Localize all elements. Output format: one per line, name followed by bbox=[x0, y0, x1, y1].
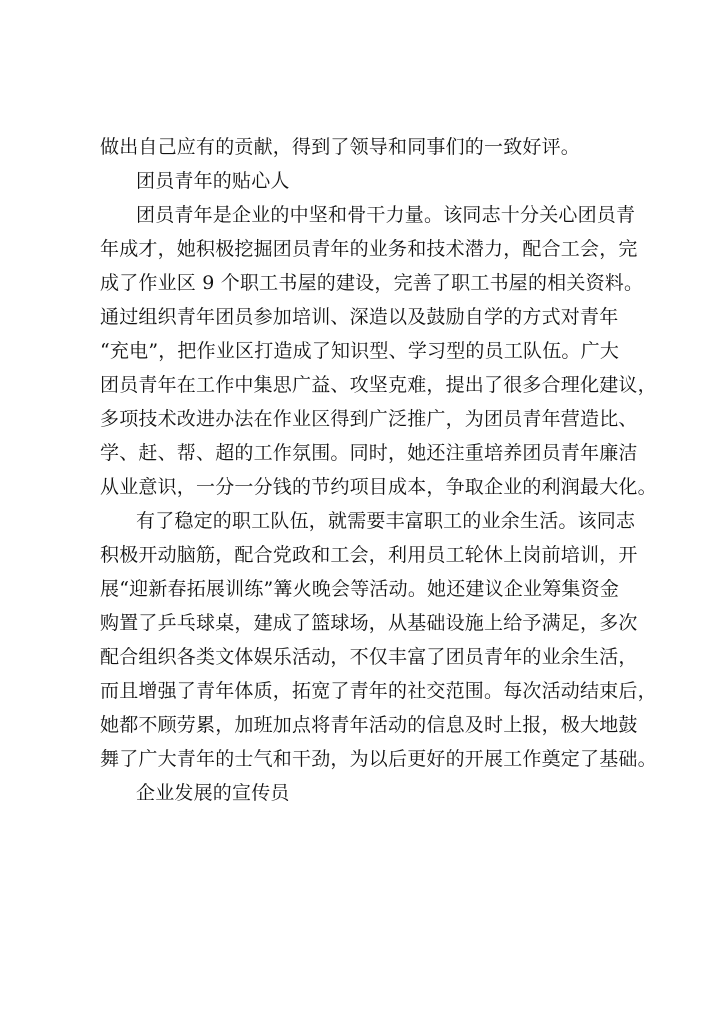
paragraph-line: 多项技术改进办法在作业区得到广泛推广，为团员青年营造比、 bbox=[100, 408, 638, 430]
section-heading: 企业发展的宣传员 bbox=[136, 782, 290, 804]
paragraph-line: 配合组织各类文体娱乐活动，不仅丰富了团员青年的业余生活， bbox=[100, 646, 638, 668]
paragraph-line: 她都不顾劳累，加班加点将青年活动的信息及时上报，极大地鼓 bbox=[100, 714, 638, 736]
paragraph-line: 学、赶、帮、超的工作氛围。同时，她还注重培养团员青年廉洁 bbox=[100, 442, 638, 464]
paragraph-line: 而且增强了青年体质，拓宽了青年的社交范围。每次活动结束后， bbox=[100, 680, 657, 702]
paragraph-line: 通过组织青年团员参加培训、深造以及鼓励自学的方式对青年 bbox=[100, 306, 619, 328]
paragraph-line: 展“迎新春拓展训练”篝火晚会等活动。她还建议企业筹集资金 bbox=[100, 578, 620, 600]
paragraph-line: 成了作业区 9 个职工书屋的建设，完善了职工书屋的相关资料。 bbox=[100, 272, 644, 294]
paragraph-line: 购置了乒乓球桌，建成了篮球场，从基础设施上给予满足，多次 bbox=[100, 612, 638, 634]
paragraph-line: 有了稳定的职工队伍，就需要丰富职工的业余生活。该同志 bbox=[136, 510, 636, 532]
paragraph-line: 舞了广大青年的士气和干劲，为以后更好的开展工作奠定了基础。 bbox=[100, 748, 657, 770]
document-body bbox=[100, 130, 657, 810]
paragraph-line: 团员青年是企业的中坚和骨干力量。该同志十分关心团员青 bbox=[136, 204, 636, 226]
section-heading: 团员青年的贴心人 bbox=[136, 170, 290, 192]
paragraph-line: 从业意识，一分一分钱的节约项目成本，争取企业的利润最大化。 bbox=[100, 476, 657, 498]
paragraph-line: 积极开动脑筋，配合党政和工会，利用员工轮休上岗前培训，开 bbox=[100, 544, 638, 566]
paragraph-line: 年成才，她积极挖掘团员青年的业务和技术潜力，配合工会，完 bbox=[100, 238, 638, 260]
paragraph-line: 团员青年在工作中集思广益、攻坚克难，提出了很多合理化建议， bbox=[100, 374, 657, 396]
paragraph-line: “充电”，把作业区打造成了知识型、学习型的员工队伍。广大 bbox=[100, 340, 620, 362]
paragraph-line: 做出自己应有的贡献，得到了领导和同事们的一致好评。 bbox=[100, 136, 581, 158]
